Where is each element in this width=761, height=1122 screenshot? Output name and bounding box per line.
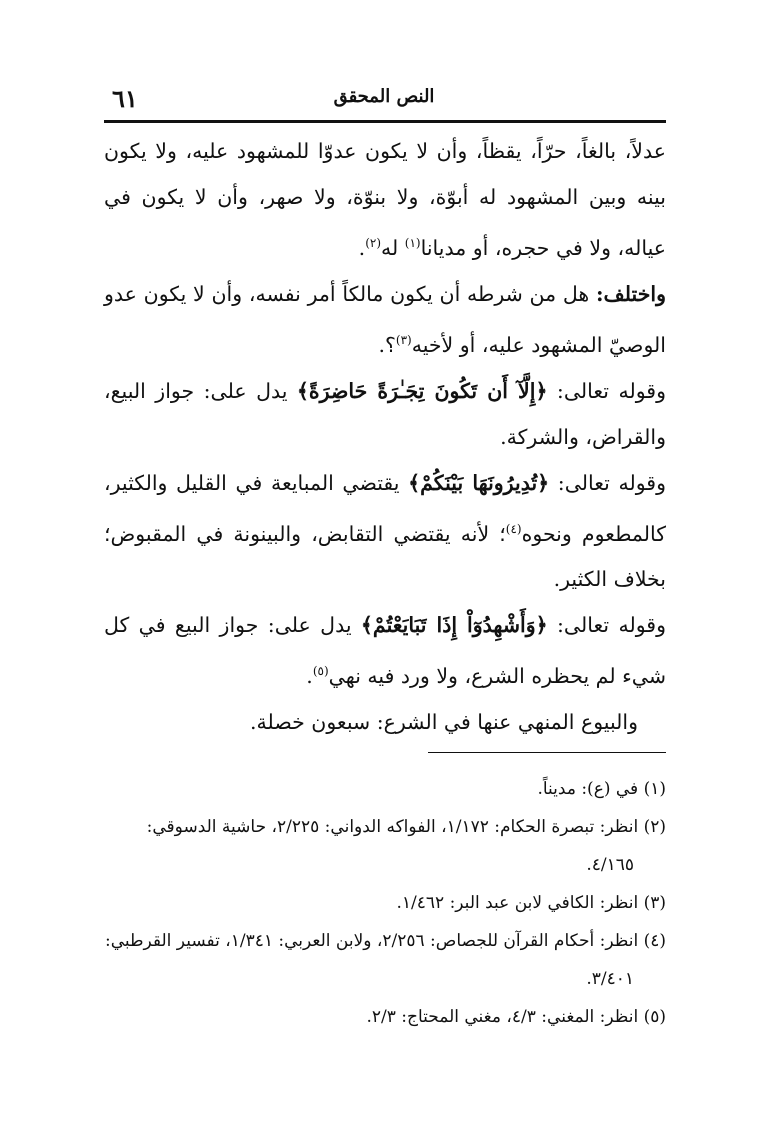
- running-title: النص المحقق: [333, 86, 435, 107]
- paragraph-3: وقوله تعالى: ﴿إِلَّآ أَن تَكُونَ تِجَـٰرَةً حَاضِرَةً﴾ يدل على: جواز البيع، والقراض، والشركة.: [104, 378, 666, 449]
- paragraph-2: واختلف: هل من شرطه أن يكون مالكاً أمر نفسه، وأن لا يكون عدو الوصيّ المشهود عليه، أو لأخيه$^{(٣)}$؟.: [104, 281, 666, 357]
- main-text: [104, 128, 666, 745]
- paragraph-6: والبيوع المنهي عنها في الشرع: سبعون خصلة.: [250, 710, 638, 735]
- paragraph-5: وقوله تعالى: ﴿وَأَشْهِدُوٓاْ إِذَا تَبَايَعْتُمْ﴾ يدل على: جواز البيع في كل شيء لم يحظره الشرع، ولا ورد فيه نهي$^{(٥)}$.: [104, 613, 666, 689]
- header-rule: [104, 120, 666, 123]
- footnote-2: (٢) انظر: تبصرة الحكام: ١/١٧٢، الفواكه الدواني: ٢/٢٢٥، حاشية الدسوقي: ٤/١٦٥.: [146, 817, 666, 875]
- footnotes: [104, 770, 666, 1036]
- footnote-ref: (٤): [505, 521, 522, 536]
- footnote-separator: [428, 752, 666, 753]
- footnote-ref: (١): [404, 236, 421, 250]
- footnote-5: (٥) انظر: المغني: ٤/٣، مغني المحتاج: ٢/٣.: [366, 1007, 666, 1027]
- paragraph-4: وقوله تعالى: ﴿تُدِيرُونَهَا بَيْنَكُمْ﴾ يقتضي المبايعة في القليل والكثير، كالمطعوم ونحوه$^{(٤)}$؛ لأنه يقتضي التقابض، والبينونة في المقبوض؛ بخلاف الكثير.: [104, 470, 666, 592]
- footnote-ref: (٣): [395, 332, 412, 347]
- footnote-4: (٤) انظر: أحكام القرآن للجصاص: ٢/٢٥٦، ولابن العربي: ١/٣٤١، تفسير القرطبي: ٣/٤٠١.: [104, 931, 666, 989]
- footnote-ref: (٥): [312, 664, 329, 679]
- page-header: [104, 84, 664, 116]
- paragraph-1: عدلاً، بالغاً، حرّاً، يقظاً، وأن لا يكون عدوّا للمشهود عليه، ولا يكون بينه وبين المشهود له أبوّة، ولا بنوّة، ولا صهر، وأن لا يكون في عياله، ولا في حجره، أو مديانا$^{(١)}$ له$^{(٢)}$.: [104, 139, 666, 260]
- quran-verse: ﴿وَأَشْهِدُوٓاْ إِذَا تَبَايَعْتُمْ﴾: [360, 613, 548, 638]
- quran-verse: ﴿تُدِيرُونَهَا بَيْنَكُمْ﴾: [408, 470, 550, 495]
- quran-verse: ﴿إِلَّآ أَن تَكُونَ تِجَـٰرَةً حَاضِرَةً﴾: [296, 378, 548, 403]
- footnote-ref: (٢): [365, 236, 382, 250]
- footnote-1: (١) في (ع): مديناً.: [537, 779, 666, 799]
- page-number: ٦١: [112, 84, 138, 113]
- footnote-3: (٣) انظر: الكافي لابن عبد البر: ١/٤٦٢.: [396, 893, 666, 913]
- paragraph-lead: واختلف:: [595, 281, 666, 306]
